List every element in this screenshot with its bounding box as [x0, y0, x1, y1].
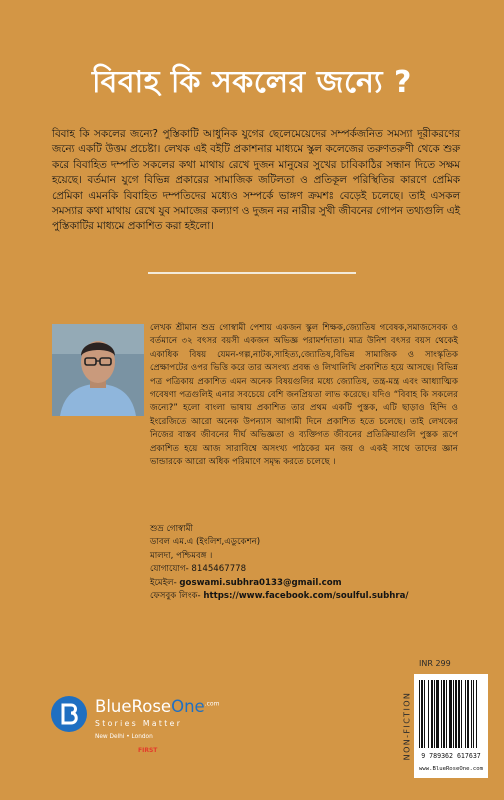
barcode-website: www.BlueRoseOne.com [419, 766, 483, 772]
email-label: ইমেইল- [150, 577, 180, 588]
divider [148, 272, 356, 274]
bluerose-logo-icon [50, 695, 88, 733]
author-portrait-icon [52, 324, 144, 416]
author-phone: যোগাযোগ- 8145467778 [150, 564, 247, 575]
publisher-tagline: Stories Matter [95, 719, 183, 728]
publisher-logo [50, 687, 225, 769]
author-contact [150, 523, 470, 603]
book-blurb: বিবাহ কি সকলের জন্যে? পুস্তিকাটি আধুনিক যুগের ছেলেমেয়েদের সম্পর্কজনিত সমস্যা দূরীকরণের জন্যে একটি উত্তম প্রচেষ্টা। লেখক এই বইটি প্রকাশনার মাধ্যমে স্কুল কলেজের তরুণতরুণী থেকে শুরু করে বিবাহিত দম্পতি সকলের কথা মাথায় রেখে দুজন মানুষের সুখের চাবিকাঠির সন্ধান দিতে সক্ষম হয়েছে। বর্তমান যুগে বিভিন্ন প্রকারের সামাজিক জটিলতা ও প্রতিকূল পরিস্থিতির কারণে প্রেমিক প্রেমিকা এমনকি বিবাহিত দম্পতিদের মধ্যেও সম্পর্কে ভাঙ্গণ ক্রমশঃ বেড়েই চলেছে। তাই এসকল সমস্যার কথা মাথায় রেখে যুব সমাজের কল্যাণ ও দুজন নর নারীর সুখী জীবনের গোপন তথ্যগুলি এই পুস্তিকাটির মাধ্যমে প্রকাশিত করা হইলো। [52, 128, 460, 233]
category-label [401, 676, 413, 776]
author-name: শুভ্র গোস্বামী [150, 524, 194, 534]
isbn-barcode [414, 674, 488, 778]
author-degree: ডাবল এম.এ (ইংলিশ,এডুকেশন) [150, 537, 261, 548]
partner-logo: FIRST [138, 747, 158, 754]
book-title: বিবাহ কি সকলের জন্যে ? [92, 65, 412, 100]
author-photo [52, 324, 144, 416]
facebook-label: ফেসবুক লিংক- [150, 591, 204, 602]
publisher-name-suffix: .com [204, 700, 220, 708]
price-label: INR 299 [419, 659, 451, 668]
publisher-cities: New Delhi • London [95, 734, 153, 740]
author-bio: লেখক শ্রীমান শুভ্র গোস্বামী পেশায় একজন স্কুল শিক্ষক,জ্যোতিষ গবেষক,সমাজসেবক ও বর্তমানে ৩২ বৎসর বয়সী একজন অভিজ্ঞ পরামর্শদাতা। মাত্র উনিশ বৎসর বয়স থেকেই একাধিক বিষয় যেমন-গল্প,নাটক,সাহিত্য,জ্যোতিষ,বিভিন্ন সামাজিক ও সাংস্কৃতিক প্রেক্ষাপটের ওপর ভিত্তি করে তার অসংখ্য প্রবন্ধ ও লিখালিখি প্রকাশিত হয়ে আসছে। বিভিন্ন পত্র পত্রিকায় প্রকাশিত এমন অনেক বিষয়গুলির মধ্যে জ্যোতিষ, তন্ত্র-মন্ত্র এবং আধ্যাত্মিক গবেষণা পত্রগুলিই এনার সবচেয়ে বেশি জনপ্রিয়তা লাভ করেছে। যদিও “বিবাহ কি সকলের জন্যে?” হলো বাংলা ভাষায় প্রকাশিত তার প্রথম একটি পুস্তক, এটি ছাড়াও হিন্দি ও ইংরেজিতে আরো অনেক উপন্যাস আগামী দিনে প্রকাশিত হতে চলেছে। তাই লেখকের নিজের বাস্তব জীবনের দীর্ঘ অভিজ্ঞতা ও ব্যক্তিগত জীবনের প্রতিক্রিয়াগুলি পুস্তক রূপে প্রকাশিত হয়ে আজ সারাবিশ্বে অসংখ্য পাঠকের মন জয় ও একই সাথে তাদের জ্ঞান ভান্ডারকে আরো অধিক পরিমাণে সমৃদ্ধ করতে চলেছে । [150, 323, 458, 468]
author-email: goswami.subhra0133@gmail.com [179, 577, 342, 588]
author-facebook-line [150, 590, 470, 603]
category-text: NON-FICTION [402, 691, 412, 761]
publisher-name [95, 697, 219, 716]
barcode-icon [414, 674, 488, 752]
author-email-line [150, 577, 470, 590]
author-location: মালদা, পশ্চিমবঙ্গ । [150, 550, 213, 561]
publisher-name-main: BlueRose [95, 697, 172, 716]
author-facebook-link: https://www.facebook.com/soulful.subhra/ [203, 591, 409, 602]
isbn-number: 9 789362 617637 [421, 752, 481, 760]
publisher-name-accent: One [171, 697, 205, 716]
